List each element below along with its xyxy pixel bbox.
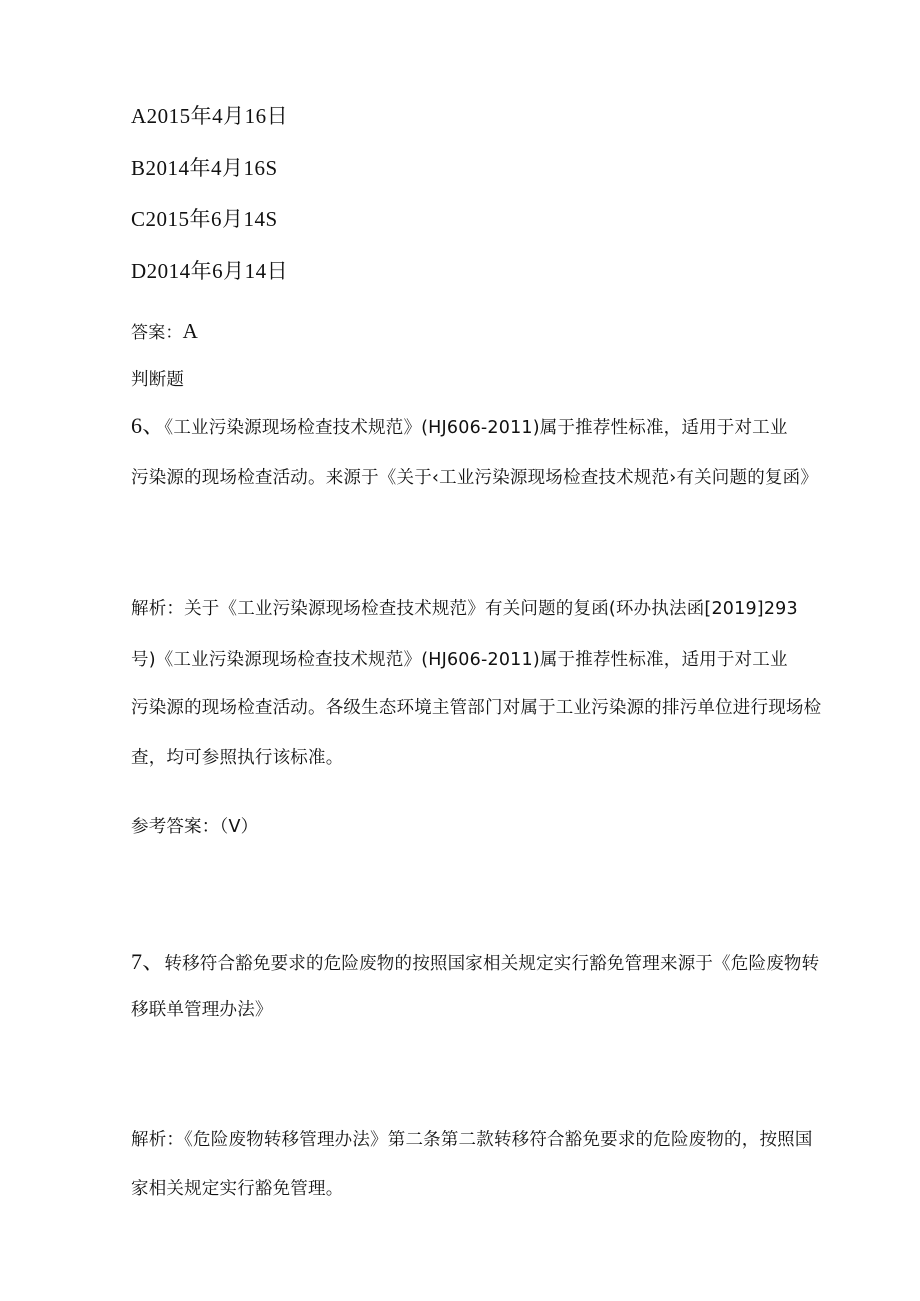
analysis-6-line-4: 查，均可参照执行该标准。 bbox=[131, 748, 344, 768]
question-7-text-1: 转移符合豁免要求的危险废物的按照国家相关规定实行豁免管理来源于《危险废物转 bbox=[164, 954, 820, 974]
question-6-line-1 bbox=[131, 414, 788, 440]
answer-value: A bbox=[182, 319, 198, 343]
question-6-text-1: 《工业污染源现场检查技术规范》(HJ606-2011)属于推荐性标准，适用于对工业 bbox=[164, 418, 788, 438]
question-7-line-1 bbox=[131, 950, 819, 976]
reference-answer-label: 参考答案： bbox=[131, 817, 220, 837]
question-6-line-2: 污染源的现场检查活动。来源于《关于‹工业污染源现场检查技术规范›有关问题的复函》 bbox=[131, 468, 818, 488]
section-title: 判断题 bbox=[131, 370, 185, 390]
reference-answer-6 bbox=[131, 815, 258, 839]
analysis-7-line-2: 家相关规定实行豁免管理。 bbox=[131, 1179, 344, 1199]
option-c: C2015年6月14S bbox=[131, 207, 278, 231]
option-a: A2015年4月16日 bbox=[131, 104, 289, 128]
analysis-7-line-1: 解析：《危险废物转移管理办法》第二条第二款转移符合豁免要求的危险废物的，按照国 bbox=[131, 1130, 813, 1150]
analysis-6-line-2: 号)《工业污染源现场检查技术规范》(HJ606-2011)属于推荐性标准，适用于对工业 bbox=[131, 650, 788, 670]
answer-line bbox=[131, 319, 198, 345]
question-7-number: 7、 bbox=[131, 949, 165, 974]
option-b: B2014年4月16S bbox=[131, 156, 278, 180]
analysis-6-line-3: 污染源的现场检查活动。各级生态环境主管部门对属于工业污染源的排污单位进行现场检 bbox=[131, 698, 822, 718]
reference-answer-value: （V） bbox=[219, 817, 259, 837]
analysis-6-line-1: 解析：关于《工业污染源现场检查技术规范》有关问题的复函(环办执法函[2019]293 bbox=[131, 599, 798, 619]
question-6-number: 6、 bbox=[131, 413, 165, 438]
question-7-line-2: 移联单管理办法》 bbox=[131, 1000, 273, 1020]
answer-label: 答案： bbox=[131, 323, 183, 343]
option-d: D2014年6月14日 bbox=[131, 259, 289, 283]
